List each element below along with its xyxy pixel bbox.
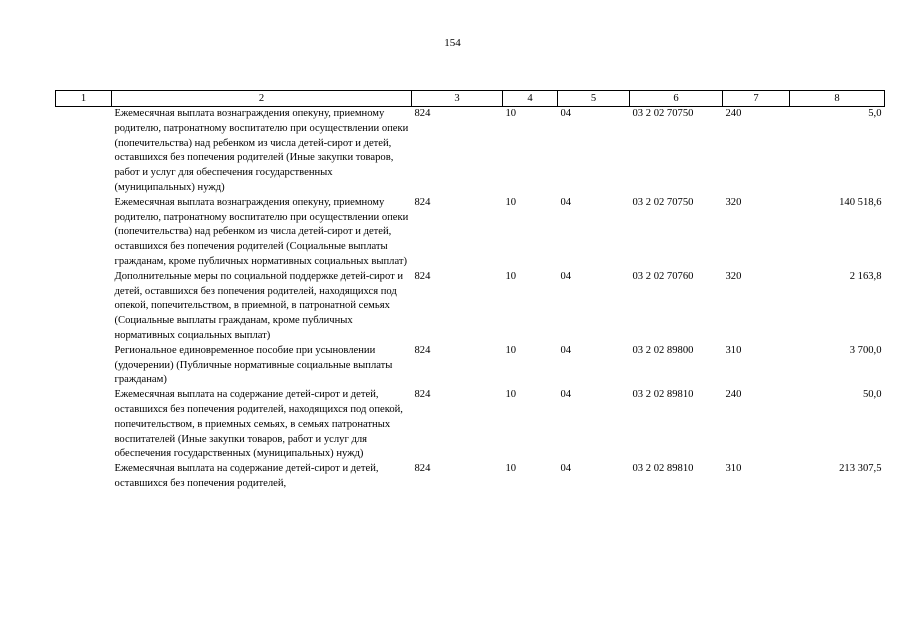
subsection-cell: 04 xyxy=(560,196,572,208)
subsection-cell: 04 xyxy=(560,389,572,401)
expense-type-cell: 320 xyxy=(725,196,742,208)
table-row xyxy=(56,344,885,388)
row-number-cell xyxy=(56,388,112,462)
row-number-cell xyxy=(56,462,112,492)
target-article-cell: 03 2 02 89810 xyxy=(632,389,694,401)
header-col-4: 4 xyxy=(503,91,558,107)
amount-cell: 5,0 xyxy=(868,108,882,119)
section-cell: 10 xyxy=(505,463,517,475)
table-row xyxy=(56,107,885,196)
header-col-7: 7 xyxy=(723,91,790,107)
header-col-8: 8 xyxy=(790,91,885,107)
table-row xyxy=(56,388,885,462)
header-col-2: 2 xyxy=(112,91,412,107)
section-cell: 10 xyxy=(505,344,517,356)
expense-type-cell: 240 xyxy=(725,389,742,401)
subsection-cell: 04 xyxy=(560,463,572,475)
section-cell: 10 xyxy=(505,108,517,119)
subsection-cell: 04 xyxy=(560,344,572,356)
amount-cell: 213 307,5 xyxy=(839,463,882,475)
amount-cell: 50,0 xyxy=(862,389,882,401)
target-article-cell: 03 2 02 70760 xyxy=(632,270,694,282)
expense-type-cell: 320 xyxy=(725,270,742,282)
row-number-cell xyxy=(56,196,112,270)
description-cell: Ежемесячная выплата на содержание детей-сирот и детей, оставшихся без попечения родителей, находящихся под опекой, попечительством, в приемных семьях, в семьях патронатных воспитателей (Иные закупки товаров, работ и услуг для обеспечения государственных (муниципальных) нужд) xyxy=(114,389,403,460)
expense-type-cell: 310 xyxy=(725,463,742,475)
row-number-cell xyxy=(56,270,112,344)
ministry-code-cell: 824 xyxy=(414,108,431,119)
header-col-5: 5 xyxy=(558,91,630,107)
description-cell: Ежемесячная выплата вознаграждения опекуну, приемному родителю, патронатному воспитателю при осуществлении опеки (попечительства) над ребенком из числа детей-сирот и детей, оставшихся без попечения родителей (Социальные выплаты гражданам, кроме публичных нормативных социальных выплат) xyxy=(114,196,409,267)
description-cell: Дополнительные меры по социальной поддержке детей-сирот и детей, оставшихся без попечения родителей, находящихся под опекой, попечительством, в приемной, в патронатной семьях (Социальные выплаты гражданам, кроме публичных нормативных социальных выплат) xyxy=(114,270,404,341)
page-number: 154 xyxy=(444,37,461,49)
subsection-cell: 04 xyxy=(560,108,572,119)
ministry-code-cell: 824 xyxy=(414,463,431,475)
row-number-cell xyxy=(56,344,112,388)
header-col-1: 1 xyxy=(56,91,112,107)
amount-cell: 2 163,8 xyxy=(849,270,882,282)
header-row xyxy=(56,91,885,107)
table-row xyxy=(56,462,885,492)
amount-cell: 3 700,0 xyxy=(849,344,882,356)
amount-cell: 140 518,6 xyxy=(839,196,882,208)
header-col-3: 3 xyxy=(412,91,503,107)
description-cell: Региональное единовременное пособие при усыновлении (удочерении) (Публичные нормативные социальные выплаты гражданам) xyxy=(114,344,393,386)
table-row xyxy=(56,196,885,270)
ministry-code-cell: 824 xyxy=(414,389,431,401)
ministry-code-cell: 824 xyxy=(414,270,431,282)
table-header xyxy=(56,91,885,107)
ministry-code-cell: 824 xyxy=(414,344,431,356)
expense-type-cell: 240 xyxy=(725,108,742,119)
target-article-cell: 03 2 02 70750 xyxy=(632,196,694,208)
target-article-cell: 03 2 02 89810 xyxy=(632,463,694,475)
expense-type-cell: 310 xyxy=(725,344,742,356)
description-cell: Ежемесячная выплата вознаграждения опекуну, приемному родителю, патронатному воспитателю при осуществлении опеки (попечительства) над ребенком из числа детей-сирот и детей, оставшихся без попечения родителей (Иные закупки товаров, работ и услуг для обеспечения государственных (муниципальных) нужд) xyxy=(114,108,409,193)
target-article-cell: 03 2 02 70750 xyxy=(632,108,694,119)
header-col-6: 6 xyxy=(630,91,723,107)
target-article-cell: 03 2 02 89800 xyxy=(632,344,694,356)
ministry-code-cell: 824 xyxy=(414,196,431,208)
row-number-cell xyxy=(56,107,112,196)
subsection-cell: 04 xyxy=(560,270,572,282)
budget-table xyxy=(55,90,885,492)
description-cell: Ежемесячная выплата на содержание детей-сирот и детей, оставшихся без попечения родителей, xyxy=(114,463,379,489)
table-row xyxy=(56,270,885,344)
section-cell: 10 xyxy=(505,270,517,282)
section-cell: 10 xyxy=(505,196,517,208)
section-cell: 10 xyxy=(505,389,517,401)
table-body xyxy=(56,107,885,492)
